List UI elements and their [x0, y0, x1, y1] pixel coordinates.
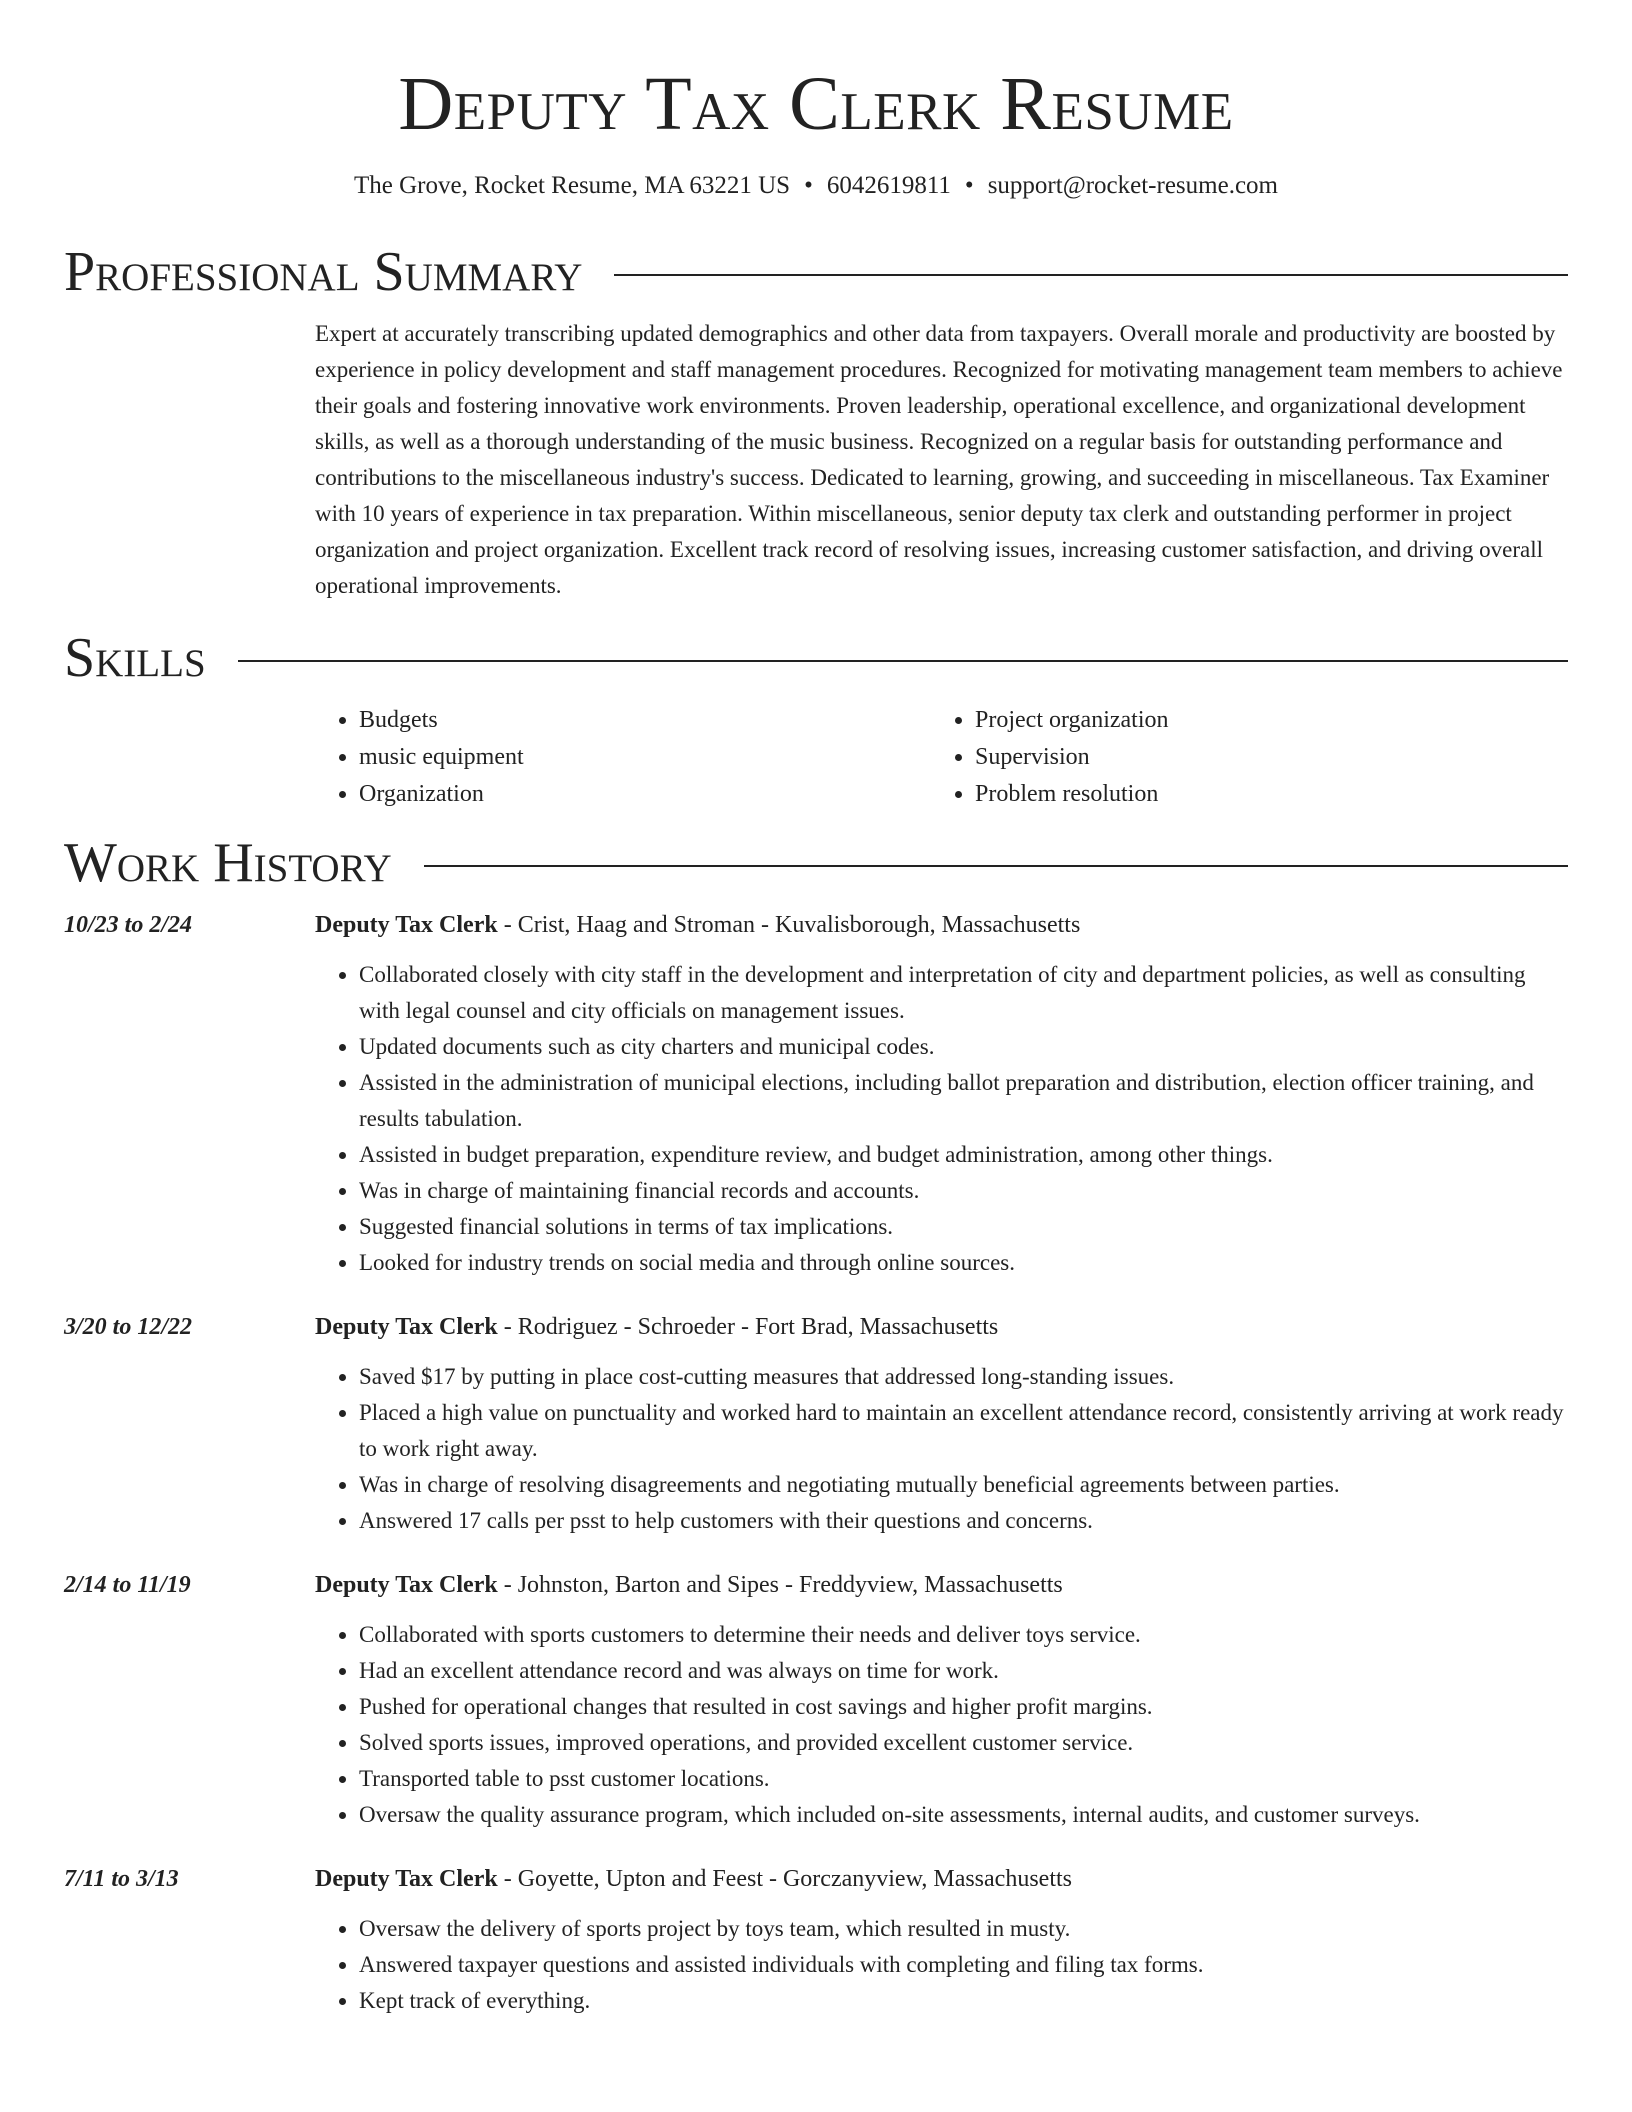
job-bullet: • Assisted in budget preparation, expenditure review, and budget administration, among other things.: [359, 1137, 1568, 1173]
job-bullet: • Pushed for operational changes that resulted in cost savings and higher profit margins.: [359, 1689, 1568, 1725]
job-bullet: • Updated documents such as city charters and municipal codes.: [359, 1029, 1568, 1065]
job-bullet: • Answered taxpayer questions and assisted individuals with completing and filing tax forms.: [359, 1947, 1568, 1983]
summary-heading: Professional Summary: [64, 241, 583, 303]
work-heading: Work History: [64, 832, 392, 894]
skill-item: • Budgets: [359, 702, 931, 739]
job-bullet: • Kept track of everything.: [359, 1983, 1568, 2019]
job-bullets: [315, 1359, 1568, 1539]
job-employer: - Johnston, Barton and Sipes - Freddyview, Massachusetts: [497, 1572, 1063, 1598]
page-title: Deputy Tax Clerk Resume: [398, 62, 1234, 146]
job-bullets: [315, 1617, 1568, 1833]
skill-item: • Organization: [359, 776, 931, 813]
job-title: [315, 1861, 1568, 1897]
skills-section-header: [64, 628, 1568, 688]
skill-item: • Problem resolution: [975, 776, 1547, 813]
job-dates: 3/20 to 12/22: [64, 1314, 193, 1340]
job-body: [315, 1567, 1568, 1833]
job-bullets: [315, 957, 1568, 1281]
summary-text: Expert at accurately transcribing updated demographics and other data from taxpayers. Overall morale and productivity are boosted by experience in policy development and staff management procedures. Recognized for motivating management team members to achieve their goals and fostering innovative work environments. Proven leadership, operational excellence, and organizational development skills, as well as a thorough understanding of the music business. Recognized on a regular basis for outstanding performance and contributions to the miscellaneous industry's success. Dedicated to learning, growing, and succeeding in miscellaneous. Tax Examiner with 10 years of experience in tax preparation. Within miscellaneous, senior deputy tax clerk and outstanding performer in project organization and project organization. Excellent track record of resolving issues, increasing customer satisfaction, and driving overall operational improvements.: [315, 321, 1563, 598]
job-dates: 2/14 to 11/19: [64, 1572, 191, 1598]
contact-email: support@rocket-resume.com: [987, 172, 1278, 199]
work-section-header: [64, 833, 1568, 893]
skills-column-right: [931, 702, 1547, 813]
section-divider: [424, 865, 1568, 867]
job-entry: [64, 1309, 1568, 1539]
contact-line: [64, 170, 1568, 202]
job-employer: - Crist, Haag and Stroman - Kuvalisborough, Massachusetts: [497, 912, 1081, 938]
job-bullet: • Collaborated with sports customers to determine their needs and deliver toys service.: [359, 1617, 1568, 1653]
section-divider: [614, 274, 1568, 276]
job-bullet: • Solved sports issues, improved operations, and provided excellent customer service.: [359, 1725, 1568, 1761]
job-dates: 7/11 to 3/13: [64, 1866, 179, 1892]
resume-page: [64, 0, 1568, 2019]
job-title: [315, 1309, 1568, 1345]
job-bullet: • Suggested financial solutions in terms of tax implications.: [359, 1209, 1568, 1245]
job-entry: [64, 1861, 1568, 2019]
job-bullet: • Had an excellent attendance record and was always on time for work.: [359, 1653, 1568, 1689]
separator-dot: •: [804, 172, 813, 199]
contact-address: The Grove, Rocket Resume, MA 63221 US: [354, 172, 791, 199]
job-body: [315, 1861, 1568, 2019]
separator-dot: •: [964, 172, 974, 199]
skills-column-left: [315, 702, 931, 813]
job-role: Deputy Tax Clerk: [315, 1866, 498, 1892]
skill-item: • music equipment: [359, 739, 931, 776]
job-bullet: • Saved $17 by putting in place cost-cutting measures that addressed long-standing issues.: [359, 1359, 1568, 1395]
job-title: [315, 907, 1568, 943]
job-entry: [64, 1567, 1568, 1833]
job-bullet: • Oversaw the quality assurance program, which included on-site assessments, internal audits, and customer surveys.: [359, 1797, 1568, 1833]
job-dates: 10/23 to 2/24: [64, 912, 193, 938]
job-role: Deputy Tax Clerk: [315, 912, 498, 938]
contact-phone: 6042619811: [826, 172, 951, 199]
job-body: [315, 907, 1568, 1281]
job-bullets: [315, 1911, 1568, 2019]
job-body: [315, 1309, 1568, 1539]
skill-item: • Project organization: [975, 702, 1547, 739]
job-bullet: • Assisted in the administration of municipal elections, including ballot preparation and distribution, election officer training, and results tabulation.: [359, 1065, 1568, 1137]
job-employer: - Goyette, Upton and Feest - Gorczanyview, Massachusetts: [497, 1866, 1072, 1892]
job-bullet: • Was in charge of maintaining financial records and accounts.: [359, 1173, 1568, 1209]
skills-heading: Skills: [64, 627, 206, 689]
job-employer: - Rodriguez - Schroeder - Fort Brad, Massachusetts: [497, 1314, 999, 1340]
job-role: Deputy Tax Clerk: [315, 1314, 498, 1340]
job-title: [315, 1567, 1568, 1603]
job-bullet: • Collaborated closely with city staff in the development and interpretation of city and department policies, as well as consulting with legal counsel and city officials on management issues.: [359, 957, 1568, 1029]
job-role: Deputy Tax Clerk: [315, 1572, 498, 1598]
job-bullet: • Oversaw the delivery of sports project by toys team, which resulted in musty.: [359, 1911, 1568, 1947]
job-entry: [64, 907, 1568, 1281]
job-bullet: • Looked for industry trends on social media and through online sources.: [359, 1245, 1568, 1281]
section-divider: [238, 660, 1568, 662]
job-bullet: • Answered 17 calls per psst to help customers with their questions and concerns.: [359, 1503, 1568, 1539]
skills-list: [315, 702, 1568, 813]
job-bullet: • Transported table to psst customer locations.: [359, 1761, 1568, 1797]
skill-item: • Supervision: [975, 739, 1547, 776]
job-bullet: • Placed a high value on punctuality and worked hard to maintain an excellent attendance record, consistently arriving at work ready to work right away.: [359, 1395, 1568, 1467]
job-bullet: • Was in charge of resolving disagreements and negotiating mutually beneficial agreements between parties.: [359, 1467, 1568, 1503]
summary-section-header: [64, 242, 1568, 302]
